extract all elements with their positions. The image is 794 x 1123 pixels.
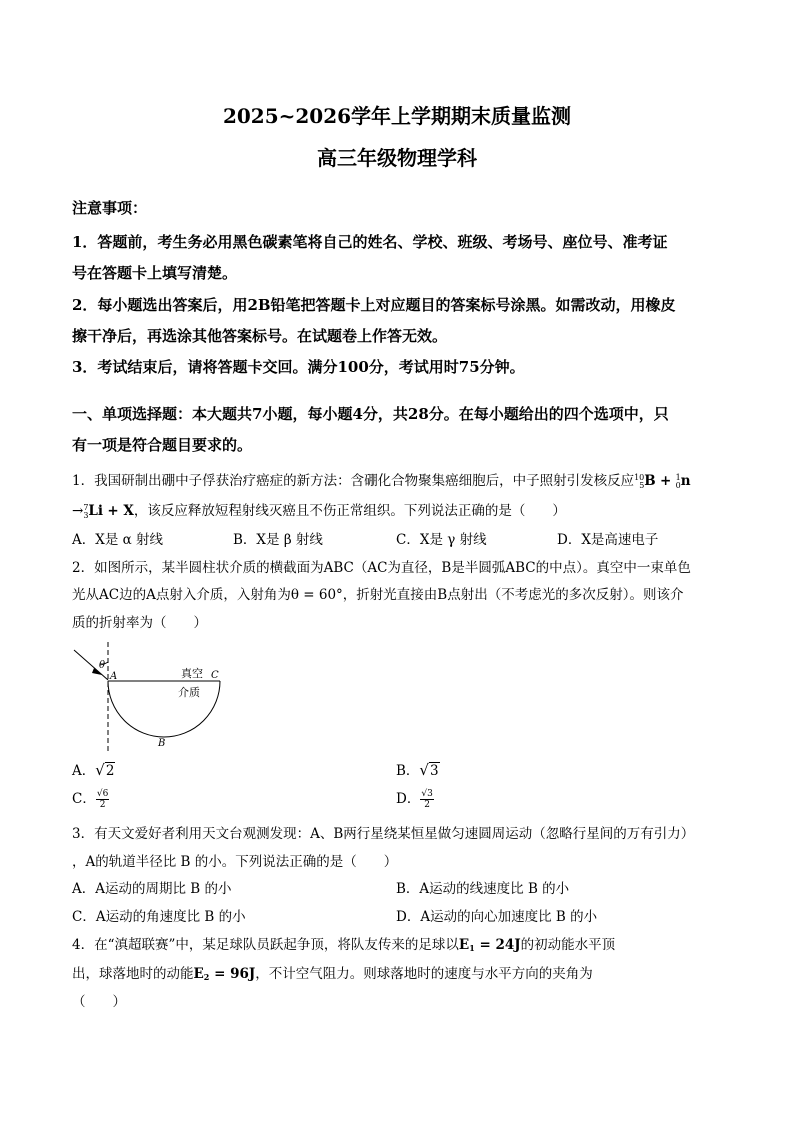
- question-3-option-c: C．A运动的角速度比 B 的小: [72, 909, 246, 925]
- point-a-label: A: [110, 671, 118, 682]
- medium-label: 介质: [178, 686, 200, 699]
- question-3-option-b: B．A运动的线速度比 B 的小: [396, 881, 570, 897]
- sqrt-3: √3: [419, 761, 439, 779]
- point-c-label: C: [211, 670, 219, 681]
- notice-heading: 注意事项：: [72, 199, 148, 217]
- question-2-line-1: 2．如图所示，某半圆柱状介质的横截面为ABC（AC为直径，B是半圆弧ABC的中点）。真空中一束单色: [72, 560, 691, 576]
- lithium-symbol: Li: [88, 503, 104, 519]
- option-d-label: D．: [396, 791, 421, 807]
- question-4-text-4: ，不计空气阻力。则球落地时的速度与水平方向的夹角为: [255, 966, 593, 982]
- lithium-atomic-number: 3: [83, 510, 89, 520]
- neutron-charge-number: 0: [675, 480, 681, 490]
- energy-e2-value: = 96J: [209, 966, 256, 982]
- question-4-line-3: （ ）: [72, 994, 126, 1010]
- question-4-text-1: 4．在“滇超联赛”中，某足球队员跃起争顶，将队友传来的足球以: [72, 937, 459, 953]
- denominator: 2: [99, 800, 106, 810]
- question-3-option-a: A．A运动的周期比 B 的小: [72, 881, 232, 897]
- section-1-heading-line-2: 有一项是符合题目要求的。: [72, 436, 253, 454]
- exam-title: 2025~2026学年上学期期末质量监测: [222, 104, 572, 128]
- energy-e1-value: = 24J: [474, 937, 521, 953]
- exam-subtitle: 高三年级物理学科: [317, 146, 477, 170]
- option-a-label: A．: [72, 763, 96, 779]
- question-1-text: 1．我国研制出硼中子俘获治疗癌症的新方法：含硼化合物聚集癌细胞后，中子照射引发核反应: [72, 473, 635, 489]
- point-b-label: B: [158, 738, 166, 749]
- neutron-symbol: n: [680, 473, 691, 489]
- energy-e1-symbol: E: [458, 937, 470, 953]
- section-1-heading-line-1: 一、单项选择题：本大题共7小题，每小题4分，共28分。在每小题给出的四个选项中，只: [72, 405, 669, 423]
- theta-label: θ: [99, 660, 106, 671]
- semicircle-arc: [108, 681, 220, 737]
- question-2-option-d: [396, 787, 434, 810]
- notice-item-2-line-1: 2．每小题选出答案后，用2B铅笔把答题卡上对应题目的答案标号涂黑。如需改动，用橡皮: [72, 296, 676, 314]
- option-b-label: B．: [396, 763, 420, 779]
- notice-item-1-line-1: 1．答题前，考生务必用黑色碳素笔将自己的姓名、学校、班级、考场号、座位号、准考证: [72, 233, 668, 251]
- numerator: 3: [427, 789, 433, 799]
- question-2-option-b: [396, 759, 440, 779]
- energy-e2-symbol: E: [193, 966, 204, 982]
- lithium-mass-number: 7: [83, 502, 89, 512]
- energy-e2-subscript: 2: [203, 972, 210, 982]
- question-1-option-c: C．X是 γ 射线: [396, 532, 487, 548]
- sqrt-2: √2: [95, 761, 115, 779]
- question-1-option-d: D．X是高速电子: [557, 532, 659, 548]
- notice-item-3: 3．考试结束后，请将答题卡交回。满分100分，考试用时75分钟。: [72, 358, 525, 376]
- question-4-line-1: [72, 933, 615, 953]
- boron-atomic-number: 5: [639, 480, 645, 490]
- notice-item-1-line-2: 号在答题卡上填写清楚。: [72, 264, 238, 282]
- question-2-line-3: 质的折射率为（ ）: [72, 615, 207, 631]
- question-2-option-a: [72, 759, 115, 779]
- product-x: + X: [107, 503, 134, 519]
- energy-e1-subscript: 1: [469, 943, 475, 953]
- question-1-text-2: ，该反应释放短程射线灭癌且不伤正常组织。下列说法正确的是（ ）: [133, 503, 566, 519]
- neutron-mass-number: 1: [675, 472, 681, 482]
- fraction-sqrt3-over-2: $\frac{√3}{2}$: [421, 789, 433, 810]
- question-1-line-1: [72, 469, 691, 490]
- question-3-line-2: ，A的轨道半径比 B 的小。下列说法正确的是（ ）: [72, 854, 398, 870]
- question-4-text-3: 出，球落地时的动能: [72, 966, 194, 982]
- plus-sign: +: [660, 473, 672, 489]
- boron-symbol: B: [644, 473, 656, 489]
- option-c-label: C．: [72, 791, 96, 807]
- sqrt-value: 3: [429, 763, 439, 779]
- question-3-line-1: 3．有天文爱好者利用天文台观测发现：A、B两行星绕某恒星做匀速圆周运动（忽略行星间的万有引力）: [72, 826, 695, 842]
- question-1-option-a: A．X是 α 射线: [72, 532, 164, 548]
- boron-nuclide-numbers: [634, 474, 644, 490]
- question-2-line-2: 光从AC边的A点射入介质，入射角为θ = 60°，折射光直接由B点射出（不考虑光的多次反射）。则该介: [72, 587, 684, 603]
- question-4-line-2: [72, 962, 593, 982]
- fraction-sqrt6-over-2: $\frac{√6}{2}$: [96, 789, 109, 810]
- boron-mass-number: 10: [634, 472, 645, 482]
- question-1-option-b: B．X是 β 射线: [233, 532, 323, 548]
- notice-item-2-line-2: 擦干净后，再选涂其他答案标号。在试题卷上作答无效。: [72, 327, 448, 345]
- vacuum-label: 真空: [181, 667, 203, 680]
- question-3-option-d: D．A运动的向心加速度比 B 的小: [396, 909, 598, 925]
- denominator: 2: [424, 800, 430, 810]
- question-4-text-2: 的初动能水平顶: [520, 937, 616, 953]
- numerator: 6: [102, 789, 109, 799]
- semicircle-medium-diagram: [68, 640, 238, 755]
- question-2-option-c: [72, 787, 109, 810]
- question-1-line-2: [72, 499, 566, 520]
- sqrt-value: 2: [105, 763, 115, 779]
- reaction-arrow: →: [72, 503, 84, 519]
